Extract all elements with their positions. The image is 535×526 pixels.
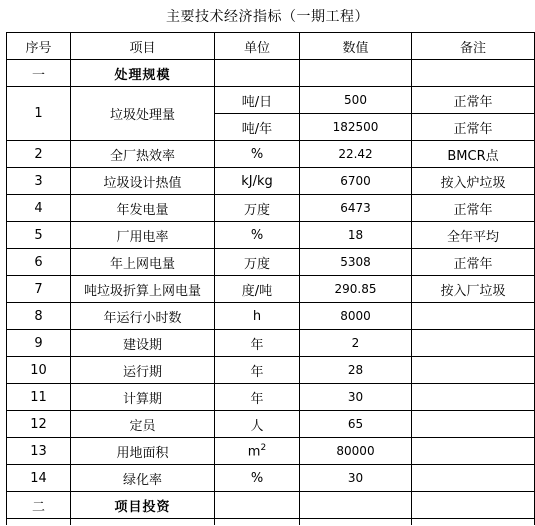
row-no: 7 (7, 276, 71, 303)
unit-base: m (247, 444, 261, 460)
row-no: 10 (7, 357, 71, 384)
row-no: 14 (7, 465, 71, 492)
row-item: 运行期 (71, 357, 215, 384)
table-row (7, 330, 535, 357)
header-no: 序号 (7, 33, 71, 60)
row-item: 全厂热效率 (71, 141, 215, 168)
row-no: 9 (7, 330, 71, 357)
row-value: 30 (300, 384, 412, 411)
row-no: 2 (7, 141, 71, 168)
row-unit: 年 (215, 384, 300, 411)
row-item: 垃圾设计热值 (71, 168, 215, 195)
row-unit: h (215, 303, 300, 330)
row-value: 22.42 (300, 141, 412, 168)
row-note (412, 303, 535, 330)
row-note (412, 357, 535, 384)
row-value: 182500 (300, 114, 412, 141)
section-row (7, 60, 535, 87)
table-row (7, 384, 535, 411)
row-item: 垃圾处理量 (71, 87, 215, 141)
row-unit: 万度 (215, 249, 300, 276)
row-unit: % (215, 141, 300, 168)
row-value: 2 (300, 330, 412, 357)
row-note: BMCR点 (412, 141, 535, 168)
row-unit: 人 (215, 411, 300, 438)
row-note (412, 330, 535, 357)
table-row (7, 438, 535, 465)
row-item: 年发电量 (71, 195, 215, 222)
section-name: 处理规模 (71, 60, 215, 87)
row-no: 11 (7, 384, 71, 411)
row-value: 18 (300, 222, 412, 249)
row-no: 5 (7, 222, 71, 249)
row-item: 年运行小时数 (71, 303, 215, 330)
row-value: 500 (300, 87, 412, 114)
row-unit: 年 (215, 330, 300, 357)
row-unit: % (215, 222, 300, 249)
row-no: 3 (7, 168, 71, 195)
row-value: 290.85 (300, 276, 412, 303)
row-no: 8 (7, 303, 71, 330)
row-note: 按入炉垃圾 (412, 168, 535, 195)
section-row (7, 492, 535, 519)
row-no: 13 (7, 438, 71, 465)
row-note: 正常年 (412, 114, 535, 141)
row-no: 1 (7, 87, 71, 141)
row-note: 正常年 (412, 195, 535, 222)
row-no: 12 (7, 411, 71, 438)
row-no: 6 (7, 249, 71, 276)
row-unit: 吨/日 (215, 87, 300, 114)
row-item: 绿化率 (71, 465, 215, 492)
row-note: 正常年 (412, 249, 535, 276)
unit-sup: 2 (260, 442, 267, 453)
row-unit: 吨/年 (215, 114, 300, 141)
header-item: 项目 (71, 33, 215, 60)
row-item: 年上网电量 (71, 249, 215, 276)
indicators-table (6, 32, 535, 525)
table-row (7, 357, 535, 384)
row-item: 建设期 (71, 330, 215, 357)
table-row (7, 195, 535, 222)
row-unit (215, 438, 300, 465)
table-row (7, 465, 535, 492)
table-row (7, 303, 535, 330)
row-unit: kJ/kg (215, 168, 300, 195)
row-note: 全年平均 (412, 222, 535, 249)
row-value: 65 (300, 411, 412, 438)
row-value: 6700 (300, 168, 412, 195)
table-row (7, 249, 535, 276)
row-note: 正常年 (412, 87, 535, 114)
header-row (7, 33, 535, 60)
table-row (7, 519, 535, 526)
row-item: 用地面积 (71, 438, 215, 465)
row-note (412, 438, 535, 465)
row-unit: 年 (215, 357, 300, 384)
row-value: 30 (300, 465, 412, 492)
row-value: 5308 (300, 249, 412, 276)
row-note (412, 465, 535, 492)
row-value: 6473 (300, 195, 412, 222)
table-row (7, 222, 535, 249)
section-no: 一 (7, 60, 71, 87)
row-note: 按入厂垃圾 (412, 276, 535, 303)
row-value: 28 (300, 357, 412, 384)
header-note: 备注 (412, 33, 535, 60)
header-unit: 单位 (215, 33, 300, 60)
table-title: 主要技术经济指标（一期工程） (166, 9, 369, 25)
row-no: 4 (7, 195, 71, 222)
header-value: 数值 (300, 33, 412, 60)
row-item: 计算期 (71, 384, 215, 411)
table-row (7, 141, 535, 168)
row-item: 定员 (71, 411, 215, 438)
table-row (7, 87, 535, 114)
table-row (7, 276, 535, 303)
section-no: 二 (7, 492, 71, 519)
row-unit: 度/吨 (215, 276, 300, 303)
table-row (7, 411, 535, 438)
row-value: 8000 (300, 303, 412, 330)
table-row (7, 168, 535, 195)
row-note (412, 411, 535, 438)
row-value: 80000 (300, 438, 412, 465)
row-unit: 万度 (215, 195, 300, 222)
row-note (412, 384, 535, 411)
section-name: 项目投资 (71, 492, 215, 519)
row-item: 厂用电率 (71, 222, 215, 249)
row-unit: % (215, 465, 300, 492)
row-item: 吨垃圾折算上网电量 (71, 276, 215, 303)
